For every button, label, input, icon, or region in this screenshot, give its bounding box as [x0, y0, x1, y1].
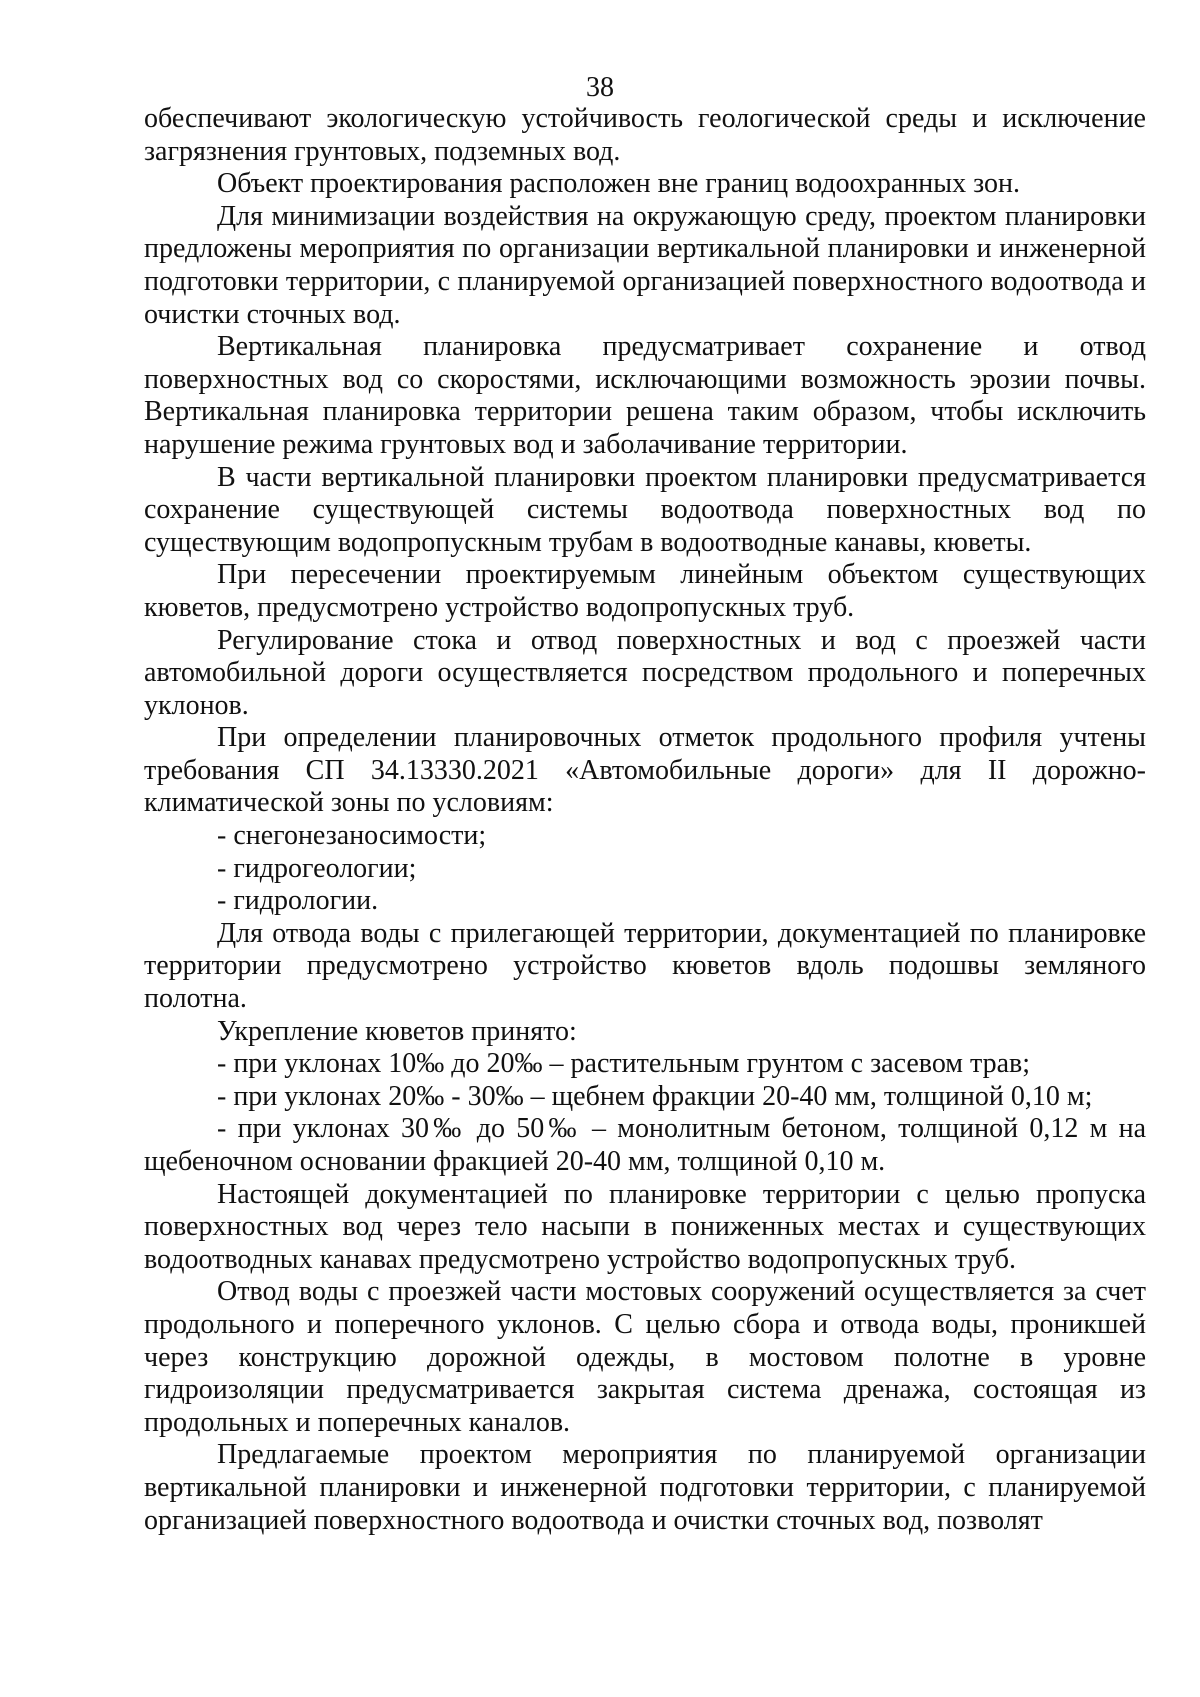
- list-item: - гидрологии.: [217, 885, 379, 917]
- paragraph: Укрепление кюветов принято:: [217, 1015, 577, 1047]
- list-item: - при уклонах 20‰ - 30‰ – щебнем фракции 20-40 мм, толщиной 0,10 м;: [217, 1080, 1093, 1112]
- body-text: [144, 103, 1146, 1537]
- paragraph: Предлагаемые проектом мероприятия по планируемой организации вертикальной планировки и инженерной подготовки территории, с планируемой организацией поверхностного водоотвода и очистки сточных вод, позволят: [144, 1439, 1146, 1536]
- list-item: - гидрогеологии;: [217, 852, 417, 884]
- paragraph: Для минимизации воздействия на окружающую среду, проектом планировки предложены мероприятия по организации вертикальной планировки и инженерной подготовки территории, с планируемой организацией поверхностного водоотвода и очистки сточных вод.: [144, 200, 1146, 330]
- paragraph: Вертикальная планировка предусматривает сохранение и отвод поверхностных вод со скоростями, исключающими возможность эрозии почвы. Вертикальная планировка территории решена таким образом, чтобы исключить нарушение режима грунтовых вод и заболачивание территории.: [144, 331, 1146, 460]
- list-item: - снегонезаносимости;: [217, 820, 487, 852]
- paragraph: Для отвода воды с прилегающей территории, документацией по планировке территории предусмотрено устройство кюветов вдоль подошвы земляного полотна.: [144, 917, 1146, 1015]
- paragraph: Настоящей документацией по планировке территории с целью пропуска поверхностных вод через тело насыпи в пониженных местах и существующих водоотводных канавах предусмотрено устройство водопропускных труб.: [144, 1178, 1146, 1275]
- paragraph: Отвод воды с проезжей части мостовых сооружений осуществляется за счет продольного и поперечного уклонов. С целью сбора и отвода воды, проникшей через конструкцию дорожной одежды, в мостовом полотне в уровне гидроизоляции предусматривается закрытая система дренажа, состоящая из продольных и поперечных каналов.: [144, 1276, 1146, 1438]
- list-item: - при уклонах 30‰ до 50‰ – монолитным бетоном, толщиной 0,12 м на щебеночном основании фракцией 20-40 мм, толщиной 0,10 м.: [144, 1113, 1146, 1177]
- paragraph: В части вертикальной планировки проектом планировки предусматривается сохранение существующей системы водоотвода поверхностных вод по существующим водопропускным трубам в водоотводные канавы, кюветы.: [144, 461, 1146, 558]
- paragraph: При пересечении проектируемым линейным объектом существующих кюветов, предусмотрено устройство водопропускных труб.: [144, 559, 1146, 623]
- paragraph-continuation: обеспечивают экологическую устойчивость геологической среды и исключение загрязнения грунтовых, подземных вод.: [144, 103, 1146, 167]
- list-item: - при уклонах 10‰ до 20‰ – растительным грунтом с засевом трав;: [217, 1048, 1031, 1080]
- paragraph: Объект проектирования расположен вне границ водоохранных зон.: [217, 168, 1020, 200]
- paragraph: При определении планировочных отметок продольного профиля учтены требования СП 34.13330.2021 «Автомобильные дороги» для II дорожно-климатической зоны по условиям:: [144, 722, 1146, 819]
- paragraph: Регулирование стока и отвод поверхностных и вод с проезжей части автомобильной дороги осуществляется посредством продольного и поперечных уклонов.: [144, 624, 1146, 721]
- page-number: 38: [586, 72, 614, 103]
